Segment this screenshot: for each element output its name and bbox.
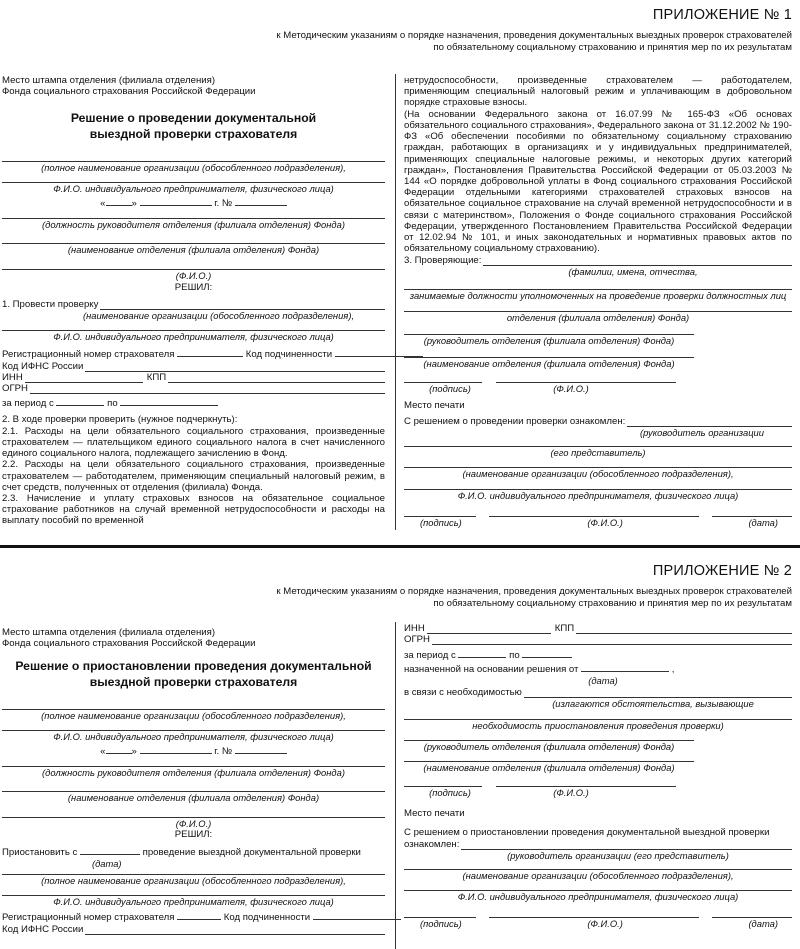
item-2-3[interactable]: 2.3. Начисление и уплату страховых взносов на обязательное социальное страхование работников на случай временной нетрудоспособности и расходы на выплату пособий по временной — [2, 492, 385, 527]
reason-line: в связи с необходимостью — [404, 687, 792, 698]
appendix-2-subtitle: к Методическим указаниям о порядке назначения, проведения документальных выездных проверок страхователей по обязательному социальному страхованию и принятия мер по их результатам — [276, 586, 792, 609]
resolved-label-b: РЕШИЛ: — [174, 828, 213, 840]
check-fio-field[interactable] — [2, 321, 385, 331]
conduct-check-line: 1. Провести проверку — [2, 299, 385, 310]
stamp-place-1b: Место штампа отделения (филиала отделения) — [2, 627, 216, 638]
branch-name-field-c[interactable] — [404, 752, 694, 762]
org-head-caption-b: (руководитель организации (его представитель) — [507, 849, 729, 861]
inn-kpp-line: ИНН КПП — [2, 372, 385, 383]
kpp-field-b[interactable] — [576, 624, 792, 634]
column-divider — [395, 74, 396, 530]
regnum-line: Регистрационный номер страхователя Код подчиненности — [2, 347, 385, 360]
inspectors-line: 3. Проверяющие: — [404, 255, 792, 266]
circumstances-caption: (излагаются обстоятельства, вызывающие — [552, 698, 754, 710]
inn-field[interactable] — [25, 373, 143, 383]
acquainted-field-b[interactable] — [461, 840, 792, 850]
org-name-field[interactable] — [2, 151, 385, 162]
fio-caption-sign-b: (Ф.И.О.) — [553, 787, 589, 799]
seal-place: Место печати — [404, 399, 465, 411]
period-line: за период с по — [2, 396, 385, 409]
sign-caption-b: (подпись) — [429, 787, 471, 799]
appendix-separator — [0, 545, 800, 548]
month-year-field[interactable] — [140, 196, 212, 206]
month-year-field-b[interactable] — [140, 744, 212, 754]
appendix-1-right-column — [404, 75, 792, 528]
inspectors-field-2[interactable] — [404, 277, 792, 290]
org-name-field-ack[interactable] — [404, 458, 792, 468]
org-name-caption-ack: (наименование организации (обособленного подразделения), — [462, 468, 734, 480]
decision-date-line: « » г. № — [2, 196, 385, 209]
appendix-2-title: ПРИЛОЖЕНИЕ № 2 — [652, 563, 792, 579]
branch-name-field-b[interactable] — [2, 778, 385, 792]
appendix-1-title: ПРИЛОЖЕНИЕ № 1 — [652, 7, 792, 23]
period-from-field[interactable] — [56, 396, 104, 406]
rep-caption: (его представитель) — [550, 447, 646, 459]
appendix-2-left-column — [2, 627, 385, 935]
branch-name-caption: (наименование отделения (филиала отделения) Фонда) — [67, 243, 320, 255]
acquainted-line-b1: С решением о приостановлении проведения документальной выездной проверки — [404, 827, 770, 839]
fio-caption-sign: (Ф.И.О.) — [553, 382, 589, 394]
head-fio-caption-b: (Ф.И.О.) — [175, 817, 212, 829]
inspectors-posts-caption: занимаемые должности уполномоченных на проведение проверки должностных лиц — [409, 289, 787, 301]
ack-date-caption-b: (дата) — [748, 917, 778, 929]
head-position-field-b[interactable] — [2, 757, 385, 767]
fio-caption-b: Ф.И.О. индивидуального предпринимателя, физического лица) — [53, 730, 334, 742]
reason-field[interactable] — [524, 688, 792, 698]
branch-name-caption-b: (наименование отделения (филиала отделения) Фонда) — [67, 791, 320, 803]
ack-date-caption: (дата) — [748, 517, 778, 529]
decision-title: Решение о проведении документальной выездной проверки страхователя — [70, 111, 317, 142]
suspend-org-caption: (полное наименование организации (обособленного подразделения), — [41, 875, 346, 887]
item-2-2[interactable]: 2.2. Расходы на цели обязательного социального страхования, произведенные страхователем — работодателем, применяющим специальный налоговый режим, в счет средств, полученных от отделения (филиала) Фонда. — [2, 459, 385, 493]
suspend-fio-field[interactable] — [2, 886, 385, 896]
head-fio-sign-field[interactable] — [496, 373, 676, 383]
org-name-caption-b: (полное наименование организации (обособленного подразделения), — [41, 709, 346, 721]
stamp-place-1: Место штампа отделения (филиала отделения) — [2, 75, 216, 86]
stamp-place-2: Фонда социального страхования Российской Федерации — [2, 86, 256, 98]
regnum-line-b: Регистрационный номер страхователя Код подчиненности — [2, 910, 385, 923]
check-target-field[interactable] — [100, 300, 385, 310]
ack-fio-caption-b: (Ф.И.О.) — [587, 917, 623, 929]
org-name-field-ack-b[interactable] — [404, 861, 792, 870]
ifns-field[interactable] — [85, 362, 385, 372]
resolved-label: РЕШИЛ: — [174, 281, 213, 293]
acquainted-field[interactable] — [627, 417, 792, 427]
ack-sign-caption: (подпись) — [420, 517, 462, 529]
suspend-date-field[interactable] — [80, 845, 140, 855]
regnum-field[interactable] — [177, 347, 243, 357]
period-to-field[interactable] — [120, 396, 218, 406]
reason-field-2[interactable] — [404, 709, 792, 720]
branch-head-caption-b: (руководитель отделения (филиала отделения) Фонда) — [423, 741, 675, 753]
inn-field-b[interactable] — [427, 624, 551, 634]
sign-caption: (подпись) — [429, 382, 471, 394]
decision-number-field-b[interactable] — [235, 744, 287, 754]
stamp-place-2b: Фонда социального страхования Российской Федерации — [2, 638, 256, 650]
branch-name-field[interactable] — [2, 230, 385, 244]
item-2-3-continued: нетрудоспособности, произведенные страхователем — работодателем, применяющим специальный налоговый режим и уплачивающим в добровольном порядке страховые взносы. — [404, 75, 792, 109]
column-divider-2 — [395, 622, 396, 949]
ack-date-field-b[interactable] — [712, 908, 792, 918]
item-2-1[interactable]: 2.1. Расходы на цели обязательного социального страхования, произведенные страхователем — плательщиком единого социального налога в счет начисленного единого социального налога, подлежащего зачислению в Фонд. — [2, 425, 385, 460]
appendix-2 — [0, 550, 800, 949]
branch-name-caption-2: (наименование отделения (филиала отделения) Фонда) — [423, 357, 675, 369]
ack-date-field[interactable] — [712, 507, 792, 517]
appointed-line: назначенной на основании решения от , — [404, 663, 675, 675]
head-fio-field[interactable] — [2, 255, 385, 270]
inn-kpp-line-b: ИНН КПП — [404, 623, 792, 634]
period-line-b: за период с по — [404, 648, 792, 661]
inspectors-field[interactable] — [483, 256, 792, 266]
legal-basis: (На основании Федерального закона от 16.07.99 № 165-ФЗ «Об основах обязательного социального страхования», Федерального закона от 31.12.2002 № 190-ФЗ «Об обеспечении пособиями по обязательному социальному страхованию граждан, работающих в организациях и у индивидуальных предпринимателей, применяющих специальные налоговые режимы, и некоторых других категорий граждан», Постановления Правительства Российской Федерации от 05.03.2003 № 144 «О порядке добровольной уплаты в Фонд социального страхования Российской Федерации отдельными категориями страхователей страховых взносов на обязательное социальное страхование на случай временной нетрудоспособности и в связи с материнством», Положения о Фонде социального страхования Российской Федерации, утвержденного Постановлением Правительства Российской Федерации от 12.02.94 № 101, и иных законодательных и нормативных правовых актов по обязательному социальному страхованию). — [404, 108, 792, 255]
appendix-1-left-column — [2, 75, 385, 527]
head-position-caption: (должность руководителя отделения (филиала отделения) Фонда) — [42, 218, 345, 230]
branch-head-field-b[interactable] — [404, 731, 694, 741]
branch-name-caption-c: (наименование отделения (филиала отделения) Фонда) — [423, 762, 675, 774]
fio-field-b[interactable] — [2, 721, 385, 731]
suspend-line: Приостановить с проведение выездной документальной проверки — [2, 847, 361, 859]
kpp-field[interactable] — [168, 373, 385, 383]
acquainted-line: С решением о проведении проверки ознакомлен: — [404, 416, 792, 427]
head-position-caption-b: (должность руководителя отделения (филиала отделения) Фонда) — [42, 766, 345, 778]
inspectors-names-caption: (фамилии, имена, отчества, — [568, 265, 698, 277]
subcode-field-b[interactable] — [313, 910, 401, 920]
ogrn-line-b: ОГРН — [404, 634, 792, 645]
ogrn-field[interactable] — [30, 384, 385, 394]
branch-name-field-2[interactable] — [404, 346, 694, 358]
ogrn-field-b[interactable] — [432, 635, 792, 645]
org-name-field-b[interactable] — [2, 699, 385, 710]
suspend-date-caption: (дата) — [92, 858, 122, 870]
ifns-field-b[interactable] — [85, 925, 385, 935]
acquainted-line-b2: ознакомлен: — [404, 839, 792, 850]
appointed-date-field[interactable] — [581, 662, 669, 672]
suspend-fio-caption: Ф.И.О. индивидуального предпринимателя, физического лица) — [53, 896, 334, 908]
head-sign-field[interactable] — [404, 373, 482, 383]
day-field[interactable] — [106, 196, 132, 206]
org-name-caption-ack-b: (наименование организации (обособленного подразделения), — [462, 869, 734, 881]
head-fio-sign-field-b[interactable] — [496, 777, 676, 787]
period-to-field-b[interactable] — [522, 648, 572, 658]
fio-caption-ack: Ф.И.О. индивидуального предпринимателя, физического лица) — [457, 490, 739, 502]
head-sign-field-b[interactable] — [404, 777, 482, 787]
head-fio-field-b[interactable] — [2, 803, 385, 818]
fio-caption: Ф.И.О. индивидуального предпринимателя, физического лица) — [53, 182, 334, 194]
appendix-1-subtitle: к Методическим указаниям о порядке назначения, проведения документальных выездных проверок страхователей по обязательному социальному страхованию и принятия мер по их результатам — [276, 30, 792, 53]
period-from-field-b[interactable] — [458, 648, 506, 658]
branch-head-field[interactable] — [404, 323, 694, 335]
org-name-caption: (полное наименование организации (обособленного подразделения), — [41, 161, 346, 173]
necessity-caption: необходимость приостановления проведения проверки) — [472, 720, 724, 732]
ack-fio-field[interactable] — [489, 507, 699, 517]
item-2-heading: 2. В ходе проверки проверить (нужное подчеркнуть): — [2, 414, 238, 426]
ifns-line-b: Код ИФНС России — [2, 924, 385, 935]
inspectors-field-3[interactable] — [404, 301, 792, 312]
ack-sign-caption-b: (подпись) — [420, 917, 462, 929]
head-fio-caption: (Ф.И.О.) — [175, 269, 212, 281]
inspectors-branch-caption: отделения (филиала отделения) Фонда) — [506, 311, 690, 323]
check-fio-caption: Ф.И.О. индивидуального предпринимателя, физического лица) — [53, 331, 334, 343]
check-org-caption: (наименование организации (обособленного подразделения), — [82, 310, 355, 322]
ack-sign-field[interactable] — [404, 507, 476, 517]
seal-place-b: Место печати — [404, 808, 465, 820]
ogrn-line: ОГРН — [2, 383, 385, 394]
day-field-b[interactable] — [106, 744, 132, 754]
decision-number-field[interactable] — [235, 196, 287, 206]
ack-fio-field-b[interactable] — [489, 908, 699, 918]
fio-field-ack-b[interactable] — [404, 881, 792, 891]
regnum-field-b[interactable] — [177, 910, 221, 920]
org-head-caption: (руководитель организации — [640, 427, 764, 439]
suspension-date-line: « » г. № — [2, 744, 385, 757]
head-position-field[interactable] — [2, 209, 385, 219]
ack-sign-field-b[interactable] — [404, 908, 476, 918]
fio-field[interactable] — [2, 173, 385, 183]
ifns-line: Код ИФНС России — [2, 361, 385, 372]
appointed-date-caption: (дата) — [588, 674, 618, 686]
suspension-title: Решение о приостановлении проведения документальной выездной проверки страхователя — [15, 659, 372, 690]
fio-field-ack[interactable] — [404, 479, 792, 490]
rep-field[interactable] — [404, 438, 792, 447]
fio-caption-ack-b: Ф.И.О. индивидуального предпринимателя, физического лица) — [457, 890, 739, 902]
ack-fio-caption: (Ф.И.О.) — [587, 517, 623, 529]
branch-head-caption: (руководитель отделения (филиала отделения) Фонда) — [423, 334, 675, 346]
appendix-2-right-column — [404, 623, 792, 929]
